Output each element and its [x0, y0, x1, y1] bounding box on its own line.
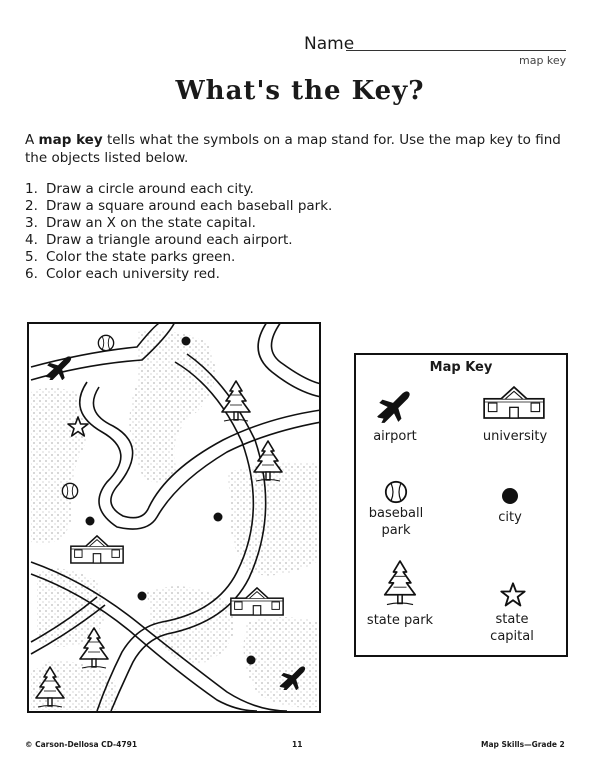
intro-paragraph — [25, 131, 580, 167]
intro-prefix: A — [25, 132, 39, 148]
instruction-text: Draw a square around each baseball park. — [46, 198, 333, 214]
key-label-airport: airport — [373, 429, 417, 444]
name-label: Name — [304, 34, 355, 54]
key-label-university: university — [482, 429, 548, 444]
instruction-number: 4. — [25, 232, 38, 248]
key-label-city: city — [498, 510, 522, 525]
instruction-text: Draw a circle around each city. — [46, 181, 254, 197]
pine-tree-icon — [381, 560, 419, 610]
instruction-number: 1. — [25, 181, 38, 197]
instruction-number: 5. — [25, 249, 38, 265]
instruction-text: Color each university red. — [46, 266, 220, 282]
airplane-icon — [374, 389, 412, 423]
instruction-item — [25, 181, 332, 198]
instruction-item — [25, 232, 332, 249]
footer-page-number: 11 — [292, 740, 303, 749]
baseball-icon — [384, 480, 408, 504]
key-label-state-park: state park — [366, 613, 434, 628]
instruction-number: 3. — [25, 215, 38, 231]
instruction-item — [25, 249, 332, 266]
university-building-icon — [482, 382, 546, 422]
instruction-text: Draw an X on the state capital. — [46, 215, 256, 231]
instruction-item — [25, 215, 332, 232]
star-icon — [499, 581, 527, 609]
page-title: What's the Key? — [175, 76, 425, 106]
key-label-baseball-park: baseball park — [368, 506, 424, 538]
key-label-state-capital: state capital — [490, 612, 534, 644]
city-dot-icon — [500, 486, 520, 506]
intro-rest: tells what the symbols on a map stand for. Use the map key to find the objects listed below. — [25, 132, 561, 166]
map-key-title: Map Key — [429, 360, 493, 375]
name-line[interactable] — [346, 50, 566, 51]
instruction-text: Draw a triangle around each airport. — [46, 232, 293, 248]
footer-series: Map Skills—Grade 2 — [481, 740, 565, 749]
instruction-number: 6. — [25, 266, 38, 282]
instruction-text: Color the state parks green. — [46, 249, 236, 265]
instruction-item — [25, 266, 332, 283]
instruction-item — [25, 198, 332, 215]
map-frame — [27, 322, 321, 713]
intro-term: map key — [38, 132, 103, 148]
topic-tag: map key — [519, 54, 567, 67]
footer-copyright: © Carson-Dellosa CD-4791 — [25, 740, 138, 749]
instruction-number: 2. — [25, 198, 38, 214]
instruction-list — [25, 181, 332, 283]
